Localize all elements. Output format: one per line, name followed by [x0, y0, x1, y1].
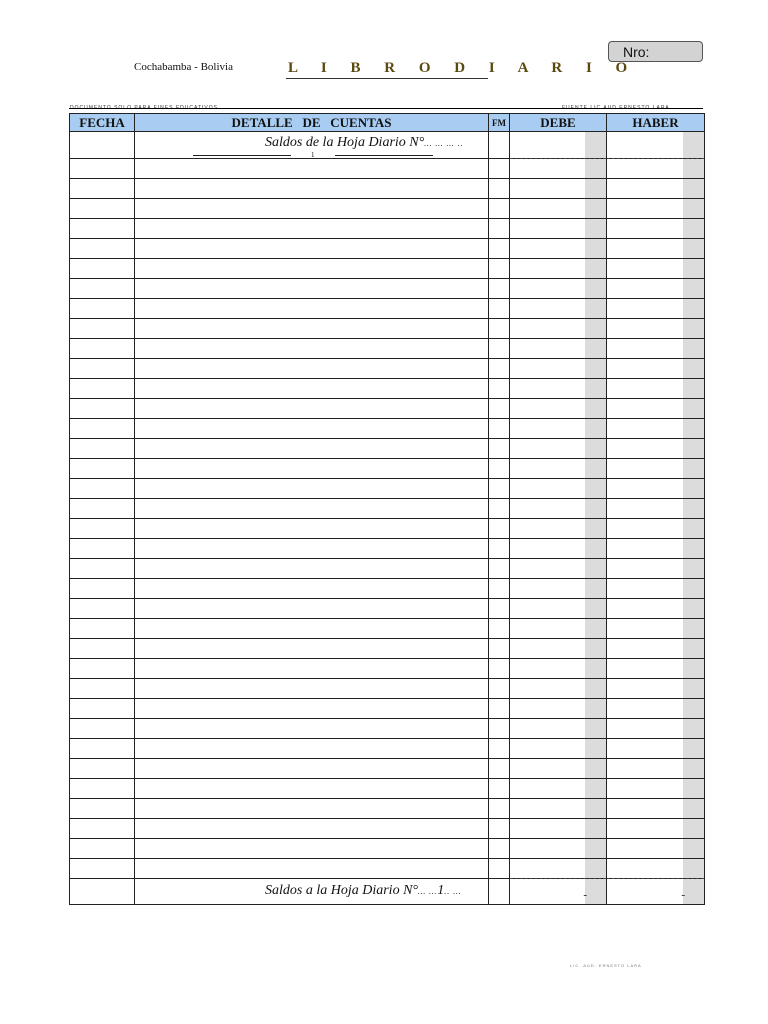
- debe-cell[interactable]: [510, 859, 607, 879]
- ledger-row: [70, 779, 705, 799]
- detalle-cell[interactable]: [135, 739, 489, 759]
- haber-cell[interactable]: [607, 839, 705, 859]
- debe-cell[interactable]: [510, 259, 607, 279]
- fm-cell[interactable]: [489, 259, 510, 279]
- fm-cell[interactable]: [489, 879, 510, 905]
- detalle-cell[interactable]: [135, 719, 489, 739]
- opening-balance-row: [70, 132, 705, 159]
- debe-cell[interactable]: [510, 599, 607, 619]
- debe-cell[interactable]: [510, 759, 607, 779]
- fm-cell[interactable]: [489, 439, 510, 459]
- nro-field[interactable]: Nro:: [608, 41, 703, 62]
- column-header-debe: DEBE: [510, 114, 607, 132]
- fecha-cell[interactable]: [70, 819, 135, 839]
- fecha-cell[interactable]: [70, 679, 135, 699]
- fecha-cell[interactable]: [70, 459, 135, 479]
- ledger-row: [70, 219, 705, 239]
- fm-cell[interactable]: [489, 319, 510, 339]
- debe-cell[interactable]: [510, 419, 607, 439]
- fm-cell[interactable]: [489, 779, 510, 799]
- fecha-cell[interactable]: [70, 619, 135, 639]
- ledger-row: [70, 659, 705, 679]
- fm-cell[interactable]: [489, 479, 510, 499]
- fecha-cell[interactable]: [70, 219, 135, 239]
- detalle-cell[interactable]: [135, 279, 489, 299]
- fm-cell[interactable]: [489, 419, 510, 439]
- detalle-cell[interactable]: [135, 132, 489, 159]
- fecha-cell[interactable]: [70, 359, 135, 379]
- fecha-cell[interactable]: [70, 479, 135, 499]
- debe-cell[interactable]: [510, 159, 607, 179]
- debe-cell[interactable]: [510, 459, 607, 479]
- haber-cell[interactable]: [607, 679, 705, 699]
- detalle-cell[interactable]: [135, 519, 489, 539]
- column-header-haber: HABER: [607, 114, 705, 132]
- closing-balance-text: Saldos a la Hoja Diario N°… …1.. …: [265, 883, 462, 898]
- haber-cell[interactable]: [607, 779, 705, 799]
- ledger-row: [70, 199, 705, 219]
- detalle-cell[interactable]: [135, 199, 489, 219]
- ledger-row: [70, 319, 705, 339]
- column-header-detalle: DETALLE DE CUENTAS: [135, 114, 489, 132]
- debe-total-value: -: [583, 889, 587, 901]
- haber-cell[interactable]: [607, 639, 705, 659]
- debe-cell[interactable]: [510, 399, 607, 419]
- fecha-cell[interactable]: [70, 519, 135, 539]
- debe-cell[interactable]: [510, 439, 607, 459]
- fecha-cell[interactable]: [70, 779, 135, 799]
- haber-cell[interactable]: [607, 439, 705, 459]
- ledger-row: [70, 299, 705, 319]
- fm-cell[interactable]: [489, 799, 510, 819]
- fecha-cell[interactable]: [70, 399, 135, 419]
- ledger-row: [70, 679, 705, 699]
- debe-cell[interactable]: [510, 132, 607, 159]
- fecha-cell[interactable]: [70, 859, 135, 879]
- ledger-header-row: [70, 114, 705, 132]
- detalle-cell[interactable]: [135, 799, 489, 819]
- fm-cell[interactable]: [489, 759, 510, 779]
- debe-cell[interactable]: [510, 219, 607, 239]
- ledger-row: [70, 819, 705, 839]
- haber-cell[interactable]: [607, 499, 705, 519]
- haber-cell[interactable]: [607, 379, 705, 399]
- ledger-row: [70, 339, 705, 359]
- haber-cell[interactable]: [607, 819, 705, 839]
- detalle-cell[interactable]: [135, 319, 489, 339]
- fm-cell[interactable]: [489, 499, 510, 519]
- ledger-row: [70, 279, 705, 299]
- haber-cell[interactable]: [607, 279, 705, 299]
- city-label: Cochabamba - Bolivia: [134, 61, 233, 73]
- haber-cell[interactable]: [607, 319, 705, 339]
- fecha-cell[interactable]: [70, 132, 135, 159]
- haber-total-cell[interactable]: [607, 879, 705, 905]
- haber-cell[interactable]: [607, 719, 705, 739]
- fm-cell[interactable]: [489, 739, 510, 759]
- ledger-row: [70, 459, 705, 479]
- haber-cell[interactable]: [607, 799, 705, 819]
- detalle-cell[interactable]: [135, 639, 489, 659]
- ledger-row: [70, 379, 705, 399]
- debe-cell[interactable]: [510, 359, 607, 379]
- debe-cell[interactable]: [510, 319, 607, 339]
- ledger-row: [70, 739, 705, 759]
- haber-cell[interactable]: [607, 339, 705, 359]
- haber-cell[interactable]: [607, 359, 705, 379]
- fm-cell[interactable]: [489, 579, 510, 599]
- detalle-cell[interactable]: [135, 259, 489, 279]
- haber-cell[interactable]: [607, 259, 705, 279]
- fm-cell[interactable]: [489, 719, 510, 739]
- fm-cell[interactable]: [489, 379, 510, 399]
- fecha-cell[interactable]: [70, 539, 135, 559]
- fecha-cell[interactable]: [70, 659, 135, 679]
- ledger-row: [70, 359, 705, 379]
- debe-cell[interactable]: [510, 519, 607, 539]
- fm-cell[interactable]: [489, 359, 510, 379]
- column-header-fecha: FECHA: [70, 114, 135, 132]
- debe-cell[interactable]: [510, 299, 607, 319]
- detalle-cell[interactable]: [135, 779, 489, 799]
- fecha-cell[interactable]: [70, 579, 135, 599]
- haber-total-value: -: [681, 889, 685, 901]
- fecha-cell[interactable]: [70, 599, 135, 619]
- fecha-cell[interactable]: [70, 839, 135, 859]
- ledger-row: [70, 719, 705, 739]
- debe-cell[interactable]: [510, 279, 607, 299]
- haber-cell[interactable]: [607, 859, 705, 879]
- fm-cell[interactable]: [489, 279, 510, 299]
- detalle-cell[interactable]: [135, 819, 489, 839]
- haber-cell[interactable]: [607, 399, 705, 419]
- page-title: L I B R O D I A R I O: [288, 60, 638, 76]
- opening-marker: 1: [311, 151, 315, 159]
- ledger-row: [70, 159, 705, 179]
- haber-cell[interactable]: [607, 199, 705, 219]
- haber-cell[interactable]: [607, 479, 705, 499]
- debe-cell[interactable]: [510, 659, 607, 679]
- fecha-cell[interactable]: [70, 259, 135, 279]
- ledger-row: [70, 699, 705, 719]
- fm-cell[interactable]: [489, 199, 510, 219]
- ledger-row: [70, 639, 705, 659]
- ledger-row: [70, 479, 705, 499]
- debe-cell[interactable]: [510, 739, 607, 759]
- fecha-cell[interactable]: [70, 379, 135, 399]
- detalle-cell[interactable]: [135, 859, 489, 879]
- haber-cell[interactable]: [607, 559, 705, 579]
- ledger-row: [70, 539, 705, 559]
- detalle-cell[interactable]: [135, 159, 489, 179]
- haber-cell[interactable]: [607, 659, 705, 679]
- fm-cell[interactable]: [489, 132, 510, 159]
- fecha-cell[interactable]: [70, 799, 135, 819]
- detalle-cell[interactable]: [135, 839, 489, 859]
- haber-cell[interactable]: [607, 179, 705, 199]
- debe-cell[interactable]: [510, 639, 607, 659]
- debe-cell[interactable]: [510, 779, 607, 799]
- detalle-cell[interactable]: [135, 479, 489, 499]
- debe-cell[interactable]: [510, 819, 607, 839]
- ledger-row: [70, 179, 705, 199]
- fecha-cell[interactable]: [70, 879, 135, 905]
- debe-cell[interactable]: [510, 499, 607, 519]
- column-header-fm: FM: [489, 114, 510, 132]
- detalle-cell[interactable]: [135, 539, 489, 559]
- opening-balance-text: Saldos de la Hoja Diario N°… … … ..: [265, 135, 464, 150]
- haber-cell[interactable]: [607, 619, 705, 639]
- fecha-cell[interactable]: [70, 699, 135, 719]
- fecha-cell[interactable]: [70, 759, 135, 779]
- detalle-cell[interactable]: [135, 419, 489, 439]
- debe-cell[interactable]: [510, 479, 607, 499]
- ledger-row: [70, 859, 705, 879]
- ledger-row: [70, 499, 705, 519]
- haber-cell[interactable]: [607, 519, 705, 539]
- ledger-row: [70, 799, 705, 819]
- top-rule: [69, 108, 703, 109]
- fecha-cell[interactable]: [70, 439, 135, 459]
- detalle-cell[interactable]: [135, 379, 489, 399]
- detalle-cell[interactable]: [135, 439, 489, 459]
- fm-cell[interactable]: [489, 179, 510, 199]
- detalle-cell[interactable]: [135, 299, 489, 319]
- detalle-cell[interactable]: [135, 239, 489, 259]
- debe-cell[interactable]: [510, 719, 607, 739]
- fecha-cell[interactable]: [70, 319, 135, 339]
- fm-cell[interactable]: [489, 639, 510, 659]
- fm-cell[interactable]: [489, 519, 510, 539]
- ledger-row: [70, 759, 705, 779]
- fecha-cell[interactable]: [70, 339, 135, 359]
- ledger-row: [70, 259, 705, 279]
- fm-cell[interactable]: [489, 619, 510, 639]
- debe-cell[interactable]: [510, 239, 607, 259]
- ledger-row: [70, 439, 705, 459]
- fm-cell[interactable]: [489, 659, 510, 679]
- haber-cell[interactable]: [607, 219, 705, 239]
- fm-cell[interactable]: [489, 239, 510, 259]
- debe-cell[interactable]: [510, 799, 607, 819]
- haber-cell[interactable]: [607, 599, 705, 619]
- debe-total-cell[interactable]: [510, 879, 607, 905]
- haber-cell[interactable]: [607, 239, 705, 259]
- fecha-cell[interactable]: [70, 279, 135, 299]
- ledger-row: [70, 559, 705, 579]
- detalle-cell[interactable]: [135, 579, 489, 599]
- fm-cell[interactable]: [489, 299, 510, 319]
- fm-cell[interactable]: [489, 699, 510, 719]
- fecha-cell[interactable]: [70, 639, 135, 659]
- detalle-cell[interactable]: [135, 759, 489, 779]
- detalle-cell[interactable]: [135, 659, 489, 679]
- detalle-cell[interactable]: [135, 399, 489, 419]
- fecha-cell[interactable]: [70, 239, 135, 259]
- detalle-cell[interactable]: [135, 619, 489, 639]
- detalle-cell[interactable]: [135, 459, 489, 479]
- closing-balance-row: [70, 879, 705, 905]
- debe-cell[interactable]: [510, 579, 607, 599]
- fm-cell[interactable]: [489, 859, 510, 879]
- underline-right: [335, 155, 433, 156]
- fm-cell[interactable]: [489, 399, 510, 419]
- ledger-table: [69, 113, 705, 905]
- ledger-row: [70, 399, 705, 419]
- fecha-cell[interactable]: [70, 719, 135, 739]
- fm-cell[interactable]: [489, 159, 510, 179]
- title-underline: [286, 78, 488, 79]
- detalle-cell[interactable]: [135, 879, 489, 905]
- debe-cell[interactable]: [510, 559, 607, 579]
- fm-cell[interactable]: [489, 679, 510, 699]
- detalle-cell[interactable]: [135, 699, 489, 719]
- detalle-cell[interactable]: [135, 559, 489, 579]
- fecha-cell[interactable]: [70, 179, 135, 199]
- fecha-cell[interactable]: [70, 419, 135, 439]
- debe-cell[interactable]: [510, 379, 607, 399]
- fm-cell[interactable]: [489, 539, 510, 559]
- ledger-row: [70, 579, 705, 599]
- detalle-cell[interactable]: [135, 679, 489, 699]
- haber-cell[interactable]: [607, 132, 705, 159]
- underline-left: [193, 155, 291, 156]
- fecha-cell[interactable]: [70, 739, 135, 759]
- detalle-cell[interactable]: [135, 219, 489, 239]
- fm-cell[interactable]: [489, 459, 510, 479]
- debe-cell[interactable]: [510, 619, 607, 639]
- debe-cell[interactable]: [510, 699, 607, 719]
- haber-cell[interactable]: [607, 699, 705, 719]
- detalle-cell[interactable]: [135, 179, 489, 199]
- haber-cell[interactable]: [607, 759, 705, 779]
- ledger-row: [70, 839, 705, 859]
- ledger-row: [70, 419, 705, 439]
- fecha-cell[interactable]: [70, 159, 135, 179]
- fecha-cell[interactable]: [70, 199, 135, 219]
- haber-cell[interactable]: [607, 739, 705, 759]
- debe-cell[interactable]: [510, 179, 607, 199]
- haber-cell[interactable]: [607, 459, 705, 479]
- fm-cell[interactable]: [489, 819, 510, 839]
- haber-cell[interactable]: [607, 299, 705, 319]
- ledger-row: [70, 599, 705, 619]
- fm-cell[interactable]: [489, 599, 510, 619]
- haber-cell[interactable]: [607, 579, 705, 599]
- debe-cell[interactable]: [510, 839, 607, 859]
- debe-cell[interactable]: [510, 679, 607, 699]
- fm-cell[interactable]: [489, 559, 510, 579]
- footer-note: LIC. AUD. ERNESTO LARA: [570, 963, 642, 968]
- debe-cell[interactable]: [510, 199, 607, 219]
- haber-cell[interactable]: [607, 539, 705, 559]
- debe-cell[interactable]: [510, 539, 607, 559]
- detalle-cell[interactable]: [135, 499, 489, 519]
- haber-cell[interactable]: [607, 419, 705, 439]
- fecha-cell[interactable]: [70, 299, 135, 319]
- detalle-cell[interactable]: [135, 359, 489, 379]
- fm-cell[interactable]: [489, 839, 510, 859]
- ledger-row: [70, 519, 705, 539]
- debe-cell[interactable]: [510, 339, 607, 359]
- haber-cell[interactable]: [607, 159, 705, 179]
- ledger-row: [70, 619, 705, 639]
- fecha-cell[interactable]: [70, 499, 135, 519]
- ledger-row: [70, 239, 705, 259]
- fecha-cell[interactable]: [70, 559, 135, 579]
- fm-cell[interactable]: [489, 339, 510, 359]
- fm-cell[interactable]: [489, 219, 510, 239]
- detalle-cell[interactable]: [135, 599, 489, 619]
- detalle-cell[interactable]: [135, 339, 489, 359]
